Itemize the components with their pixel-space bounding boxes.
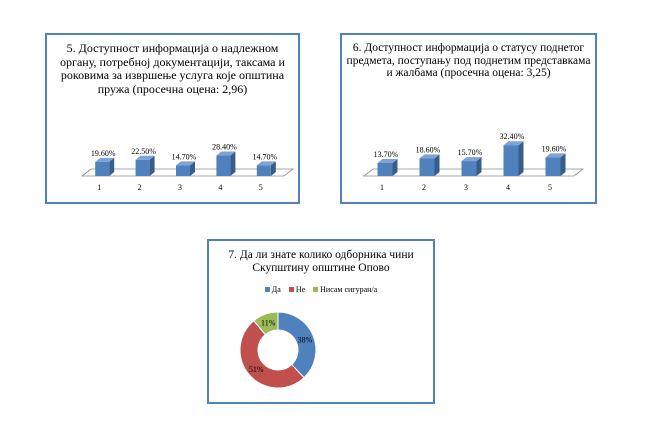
bar-side [519,141,524,176]
donut-slice [278,312,316,378]
slice-label: 38% [297,335,313,345]
data-label: 15.70% [457,148,483,158]
x-tick-label: 2 [422,183,426,192]
slice-label: 51% [248,365,264,375]
data-label: 19.60% [541,144,567,154]
x-tick-label: 1 [97,183,102,192]
donut-chart-q7 [209,241,433,402]
data-label: 19.60% [90,148,116,158]
bar [216,156,230,176]
x-tick-label: 2 [137,183,142,192]
bar-side [230,152,235,176]
data-label: 14.70% [252,152,278,162]
chart-panel-q6 [340,33,597,204]
legend-label-unsure: Нисам сигуран/а [320,285,378,294]
chart-title-q7: 7. Да ли знате колико одборника чини Скупштину општине Опово [228,249,414,274]
bar [176,165,190,176]
x-tick-label: 4 [506,183,510,192]
bar [378,163,393,176]
data-label: 18.60% [415,145,441,155]
data-label: 14.70% [171,152,197,162]
data-label: 13.70% [373,149,399,159]
bar [136,160,150,176]
chart-panel-q7 [207,239,435,404]
x-tick-label: 5 [258,183,263,192]
bar [95,162,109,176]
bar [462,161,477,176]
data-label: 28.40% [212,142,237,152]
x-tick-label: 4 [218,183,223,192]
x-tick-label: 3 [464,183,468,192]
data-label: 32.40% [499,132,525,142]
bar [257,165,271,176]
bar [546,157,561,176]
chart-title-q5: 5. Доступност информација о надлежном органу, потребној документацији, таксама и роковима за извршење услуга које општина пружа (просечна оцена: 2,96) [60,41,285,96]
bar-chart-q6 [342,35,595,202]
slice-label: 11% [260,318,276,328]
chart-panel-q5 [45,33,300,204]
bar [504,145,519,176]
x-tick-label: 5 [548,183,552,192]
x-tick-label: 3 [178,183,182,192]
bar [420,158,435,176]
bar-chart-q5 [47,35,298,202]
x-tick-label: 1 [380,183,384,192]
data-label: 22.50% [131,146,156,156]
legend-label-yes: Да [271,285,281,294]
chart-title-q6: 6. Доступност информација о статусу поднетог предмета, поступању под поднетим представкама и жалбама (просечна оцена: 3,25) [346,42,591,79]
legend-label-no: Не [295,285,306,294]
